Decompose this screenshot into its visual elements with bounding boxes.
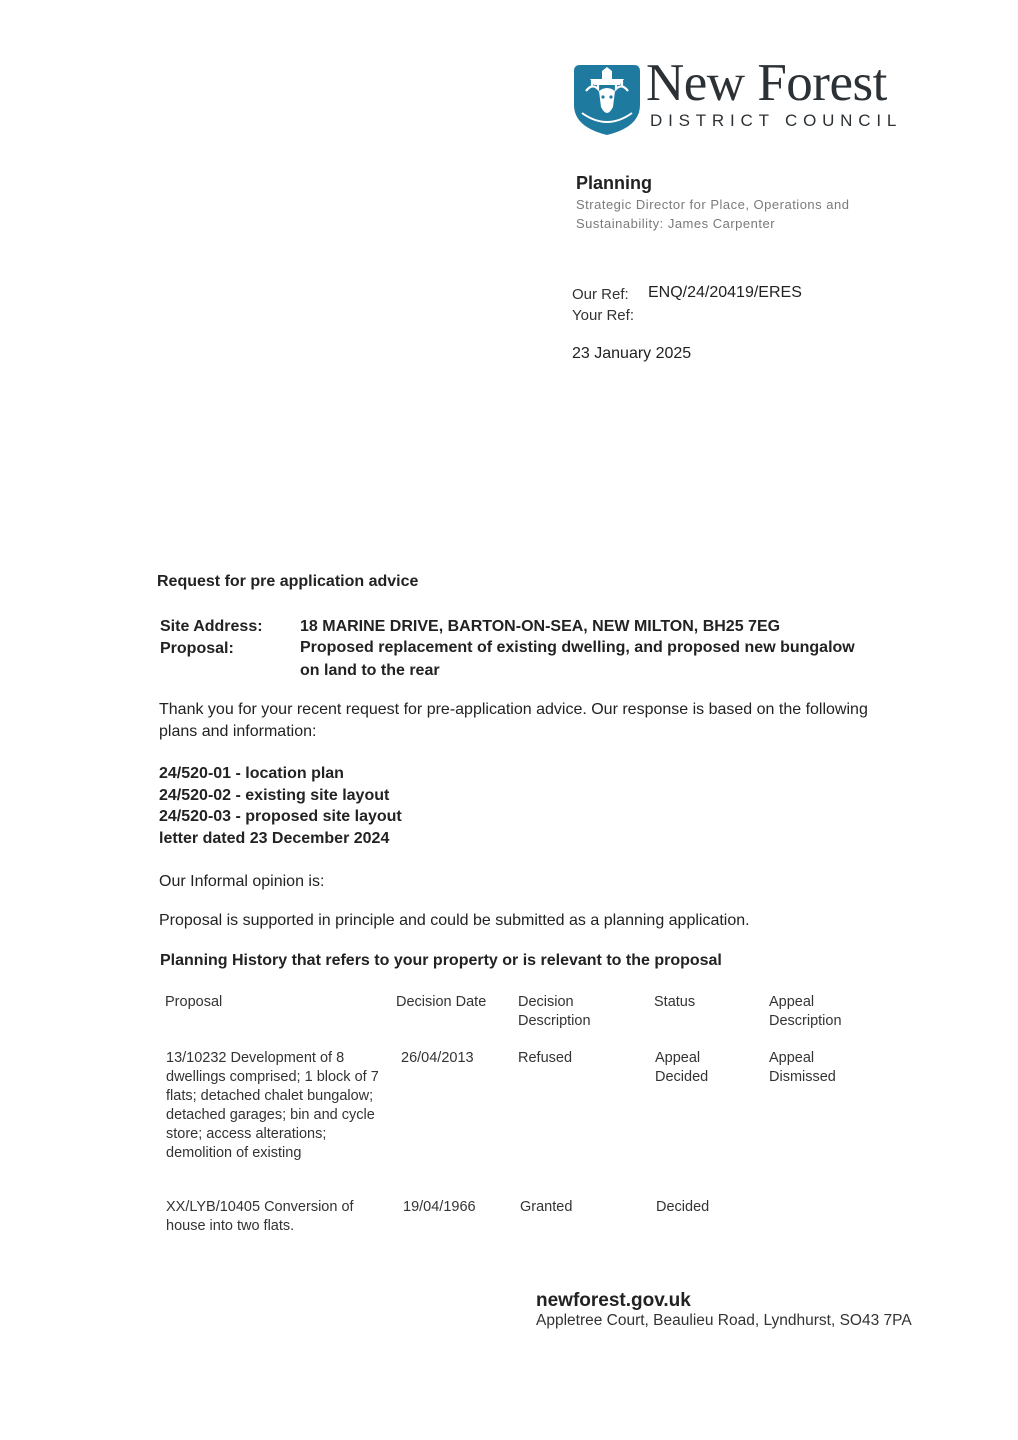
site-address-label: Site Address: <box>160 618 263 635</box>
row-decision: Refused <box>518 1050 573 1066</box>
plans-list <box>159 763 402 849</box>
plan-item: 24/520-01 - location plan <box>159 765 344 782</box>
row-proposal: 13/10232 Development of 8 dwellings comprised; 1 block of 7 flats; detached chalet bungalow; detached garages; bin and cycle store; access alterations; demolition of existing <box>166 1050 379 1161</box>
row-decision: Granted <box>520 1199 573 1215</box>
footer-website[interactable]: newforest.gov.uk <box>536 1290 691 1311</box>
plan-item: letter dated 23 December 2024 <box>159 829 390 847</box>
director-line-2: Sustainability: James Carpenter <box>576 216 776 231</box>
row-decision-date: 19/04/1966 <box>403 1199 476 1215</box>
letter-date: 23 January 2025 <box>572 345 692 362</box>
stag-crest-icon <box>572 61 642 137</box>
row-status: Decided <box>656 1199 710 1215</box>
plan-item: 24/520-02 - existing site layout <box>159 786 390 804</box>
director-line <box>576 195 896 233</box>
our-ref-value: ENQ/24/20419/ERES <box>648 284 802 301</box>
logo-wordmark: New Forest <box>646 54 887 112</box>
opinion-label: Our Informal opinion is: <box>159 873 325 890</box>
director-line-1: Strategic Director for Place, Operations and <box>576 197 850 212</box>
footer-address: Appletree Court, Beaulieu Road, Lyndhurst, SO43 7PA <box>536 1312 912 1329</box>
department-name: Planning <box>576 173 652 193</box>
column-header-appeal-description: Appeal Description <box>769 994 842 1029</box>
history-heading: Planning History that refers to your property or is relevant to the proposal <box>160 952 722 969</box>
your-ref-label: Your Ref: <box>572 307 634 324</box>
letter-heading: Request for pre application advice <box>157 573 419 590</box>
our-ref-label: Our Ref: <box>572 286 629 303</box>
site-address-value: 18 MARINE DRIVE, BARTON-ON-SEA, NEW MILTON, BH25 7EG <box>300 618 781 635</box>
row-decision-date: 26/04/2013 <box>401 1050 474 1066</box>
opinion-text: Proposal is supported in principle and could be submitted as a planning application. <box>159 912 750 929</box>
column-header-decision-description: Decision Description <box>518 994 591 1029</box>
column-header-decision-date: Decision Date <box>396 994 487 1010</box>
column-header-proposal: Proposal <box>165 994 223 1010</box>
row-appeal: Appeal Dismissed <box>769 1050 836 1085</box>
column-header-status: Status <box>654 994 696 1010</box>
proposal-label: Proposal: <box>160 640 234 657</box>
row-proposal: XX/LYB/10405 Conversion of house into two flats. <box>166 1199 354 1234</box>
plan-item: 24/520-03 - proposed site layout <box>159 808 402 825</box>
intro-paragraph: Thank you for your recent request for pre-application advice. Our response is based on the following plans and information: <box>159 701 868 740</box>
row-status: Appeal Decided <box>655 1050 709 1085</box>
proposal-value: Proposed replacement of existing dwelling, and proposed new bungalow on land to the rear <box>300 639 855 679</box>
logo-subtitle: DISTRICT COUNCIL <box>650 111 903 130</box>
council-logo <box>572 54 932 141</box>
